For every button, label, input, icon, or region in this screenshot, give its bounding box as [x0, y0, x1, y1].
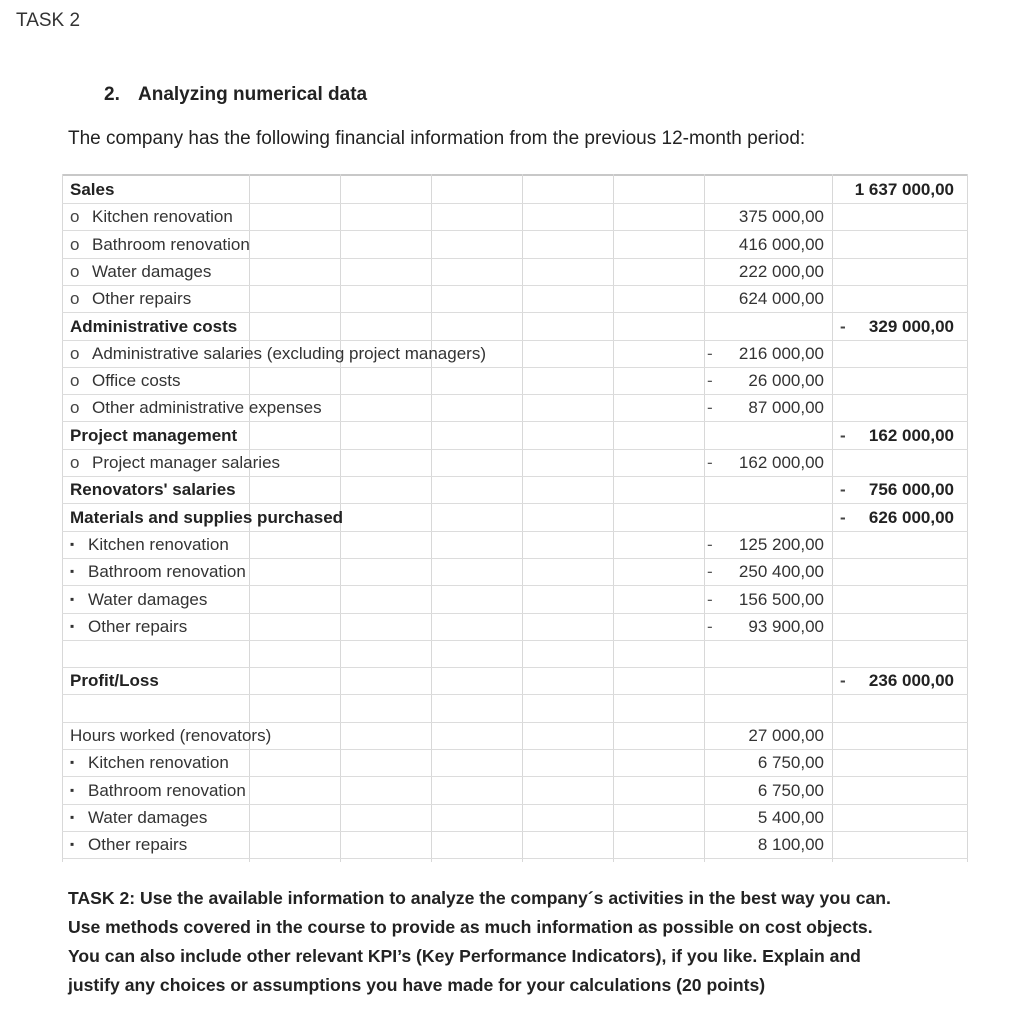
section-title-text: Analyzing numerical data: [138, 84, 368, 105]
amount-minus-sign: -: [707, 589, 713, 609]
row-label-text: Materials and supplies purchased: [70, 507, 344, 527]
row-label: [70, 371, 181, 391]
section-title: [104, 84, 367, 106]
row-label: [70, 562, 246, 582]
intro-text: The company has the following financial information from the previous 12-month period:: [68, 128, 806, 149]
row-label-text: Other repairs: [88, 835, 188, 855]
row-label-text: Bathroom renovation: [92, 234, 250, 254]
task-instructions: [68, 884, 978, 1000]
row-label: [70, 235, 250, 255]
square-bullet-icon: ▪: [70, 564, 75, 579]
row-amount: 216 000,00: [738, 343, 824, 363]
row-total: 162 000,00: [868, 425, 954, 445]
row-amount: 87 000,00: [748, 398, 824, 418]
row-label: [70, 480, 236, 500]
row-label: [70, 344, 486, 364]
row-label: [70, 726, 271, 746]
amount-minus-sign: -: [707, 398, 713, 418]
circle-bullet-icon: o: [70, 343, 80, 363]
table-row: [62, 231, 968, 259]
table-row: [62, 586, 968, 614]
square-bullet-icon: ▪: [70, 755, 75, 770]
row-label-text: Other repairs: [92, 289, 192, 309]
table-row: [62, 476, 968, 504]
table-row: [62, 313, 968, 341]
square-bullet-icon: ▪: [70, 837, 75, 852]
table-row: [62, 831, 968, 859]
row-amount: 26 000,00: [748, 371, 824, 391]
amount-minus-sign: -: [707, 453, 713, 472]
square-bullet-icon: ▪: [70, 809, 75, 824]
row-label: [70, 317, 237, 337]
table-row: [62, 176, 968, 204]
row-total: 756 000,00: [868, 480, 954, 500]
row-label: [70, 262, 211, 282]
task-line: TASK 2: Use the available information to analyze the company´s activities in the best way you can.: [68, 888, 891, 908]
section-number: 2.: [104, 84, 120, 105]
table-row: [62, 613, 968, 641]
row-label-text: Other repairs: [88, 616, 188, 636]
row-amount: 8 100,00: [757, 835, 824, 855]
table-row: [62, 422, 968, 450]
table-row: [62, 285, 968, 313]
table-row: [62, 394, 968, 422]
amount-minus-sign: -: [707, 616, 713, 636]
row-label: [70, 180, 114, 200]
table-row: [62, 722, 968, 750]
table-row: [62, 640, 968, 668]
amount-minus-sign: -: [707, 343, 713, 363]
row-label: [70, 590, 207, 610]
row-amount: 162 000,00: [738, 453, 824, 472]
row-label-text: Kitchen renovation: [88, 753, 229, 773]
table-row: [62, 531, 968, 559]
row-label-text: Sales: [70, 180, 115, 199]
row-label-text: Bathroom renovation: [88, 562, 246, 582]
row-label-text: Kitchen renovation: [92, 207, 233, 227]
circle-bullet-icon: o: [70, 371, 80, 391]
total-minus-sign: -: [840, 480, 846, 500]
row-label-text: Administrative salaries (excluding project managers): [92, 343, 486, 363]
table-row: [62, 749, 968, 777]
financial-table: [62, 174, 968, 862]
square-bullet-icon: ▪: [70, 618, 75, 633]
square-bullet-icon: ▪: [70, 536, 75, 551]
circle-bullet-icon: o: [70, 453, 80, 472]
row-label: [70, 781, 246, 801]
row-total: 236 000,00: [868, 671, 954, 691]
row-label-text: Office costs: [92, 371, 181, 391]
circle-bullet-icon: o: [70, 207, 80, 227]
row-label-text: Water damages: [88, 589, 208, 609]
row-label: [70, 508, 343, 528]
row-amount: 375 000,00: [738, 207, 824, 227]
square-bullet-icon: ▪: [70, 591, 75, 606]
total-minus-sign: -: [840, 507, 846, 527]
total-minus-sign: -: [840, 316, 846, 336]
circle-bullet-icon: o: [70, 398, 80, 418]
row-label: [70, 207, 233, 227]
row-label: [70, 398, 322, 418]
table-row: [62, 558, 968, 586]
row-amount: 624 000,00: [738, 289, 824, 309]
row-label-text: Water damages: [88, 807, 208, 827]
row-label-text: Project manager salaries: [92, 453, 281, 472]
row-amount: 93 900,00: [748, 616, 824, 636]
row-label: [70, 753, 229, 773]
task-line: You can also include other relevant KPI’s (Key Performance Indicators), if you like. Explain and: [68, 946, 861, 966]
table-row: [62, 504, 968, 532]
task-line: Use methods covered in the course to provide as much information as possible on cost objects.: [68, 917, 873, 937]
row-label-text: Hours worked (renovators): [70, 726, 272, 745]
amount-minus-sign: -: [707, 562, 713, 582]
row-label: [70, 453, 280, 473]
task-line: justify any choices or assumptions you have made for your calculations (20 points): [68, 975, 766, 995]
row-label-text: Water damages: [92, 261, 212, 281]
row-amount: 250 400,00: [738, 562, 824, 582]
row-label: [70, 671, 159, 691]
row-total: 1 637 000,00: [854, 180, 954, 199]
total-minus-sign: -: [840, 425, 846, 445]
row-amount: 125 200,00: [738, 534, 824, 554]
table-row: [62, 667, 968, 695]
table-row: [62, 777, 968, 805]
row-label-text: Kitchen renovation: [88, 534, 229, 554]
row-label-text: Renovators' salaries: [70, 480, 236, 500]
row-amount: 156 500,00: [738, 589, 824, 609]
table-row: [62, 340, 968, 368]
row-label-text: Profit/Loss: [70, 671, 159, 691]
table-row: [62, 804, 968, 832]
amount-minus-sign: -: [707, 534, 713, 554]
circle-bullet-icon: o: [70, 289, 80, 309]
circle-bullet-icon: o: [70, 261, 80, 281]
row-amount: 5 400,00: [757, 807, 824, 827]
square-bullet-icon: ▪: [70, 782, 75, 797]
row-label-text: Bathroom renovation: [88, 780, 246, 800]
row-label: [70, 617, 187, 637]
row-amount: 222 000,00: [738, 261, 824, 281]
row-label: [70, 535, 229, 555]
total-minus-sign: -: [840, 671, 846, 691]
table-row: [62, 203, 968, 231]
row-label: [70, 426, 237, 446]
table-row: [62, 695, 968, 723]
row-amount: 416 000,00: [738, 234, 824, 254]
row-label-text: Project management: [70, 425, 238, 445]
row-amount: 27 000,00: [748, 726, 824, 745]
table-row: [62, 258, 968, 286]
table-row: [62, 367, 968, 395]
row-total: 626 000,00: [868, 507, 954, 527]
row-label-text: Administrative costs: [70, 316, 238, 336]
task-header: TASK 2: [16, 10, 81, 31]
row-label: [70, 289, 191, 309]
table-row: [62, 449, 968, 477]
row-label-text: Other administrative expenses: [92, 398, 322, 418]
row-label: [70, 835, 187, 855]
row-total: 329 000,00: [868, 316, 954, 336]
row-amount: 6 750,00: [757, 753, 824, 773]
row-label: [70, 808, 207, 828]
circle-bullet-icon: o: [70, 234, 80, 254]
row-amount: 6 750,00: [757, 780, 824, 800]
amount-minus-sign: -: [707, 371, 713, 391]
